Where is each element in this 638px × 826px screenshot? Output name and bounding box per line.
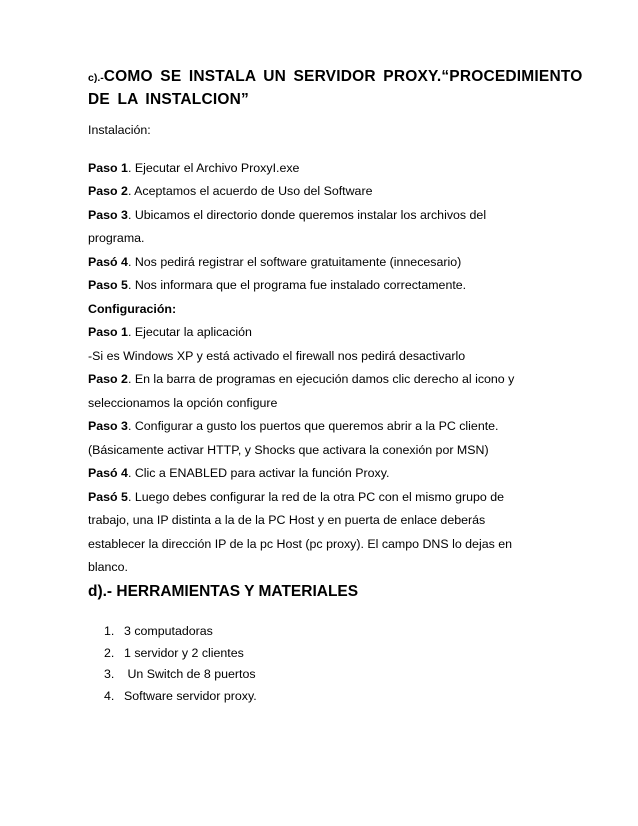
section-c-title-text: COMO SE INSTALA UN SERVIDOR PROXY.“PROCEDIMIENTO — [103, 68, 583, 85]
config-step-5-cont3: blanco. — [88, 560, 128, 574]
list-item-number: 3. — [104, 667, 115, 681]
section-c-title-line1 — [88, 66, 583, 89]
step-text: . Clic a ENABLED para activar la función Proxy. — [127, 466, 390, 480]
install-step-5 — [88, 274, 558, 298]
list-item-text: 1 servidor y 2 clientes — [124, 645, 244, 660]
list-item-text: 3 computadoras — [124, 624, 213, 638]
list-item-text: Software servidor proxy. — [124, 688, 257, 703]
step-label: Paso 3 — [88, 419, 128, 433]
list-item — [104, 686, 257, 708]
section-c-title-line2: DE LA INSTALCION” — [88, 91, 249, 108]
step-label: Paso 2 — [88, 184, 128, 198]
config-step-3-cont: (Básicamente activar HTTP, y Shocks que activara la conexión por MSN) — [88, 442, 489, 457]
step-text: . Configurar a gusto los puertos que queremos abrir a la PC cliente. — [127, 419, 499, 433]
section-d-title: d).- HERRAMIENTAS Y MATERIALES — [88, 583, 359, 600]
step-label: Paso 5 — [88, 278, 128, 292]
config-step-5-cont2: establecer la dirección IP de la pc Host (pc proxy). El campo DNS lo dejas en — [88, 536, 513, 551]
install-step-1 — [88, 157, 558, 181]
document-page — [88, 66, 583, 703]
step-text: . Nos informara que el programa fue instalado correctamente. — [127, 278, 467, 292]
step-text: . Ubicamos el directorio donde queremos instalar los archivos del — [127, 207, 487, 222]
step-label: Paso 3 — [88, 207, 128, 222]
config-step-4 — [88, 462, 558, 486]
config-step-1 — [88, 321, 558, 345]
config-note: -Si es Windows XP y está activado el firewall nos pedirá desactivarlo — [88, 348, 466, 363]
configuration-heading: Configuración: — [88, 301, 177, 316]
install-step-4 — [88, 251, 558, 275]
list-item-number: 4. — [104, 688, 115, 703]
step-text: . Luego debes configurar la red de la otra PC con el mismo grupo de — [127, 489, 505, 504]
step-label: Paso 1 — [88, 325, 128, 339]
list-item — [104, 643, 257, 665]
install-step-3-cont: programa. — [88, 231, 145, 245]
step-text: . Ejecutar el Archivo ProxyI.exe — [127, 160, 300, 175]
installation-heading: Instalación: — [88, 123, 151, 137]
step-text: . Ejecutar la aplicación — [127, 325, 252, 339]
config-step-2 — [88, 368, 558, 392]
section-c-title — [88, 66, 583, 110]
config-step-2-cont: seleccionamos la opción configure — [88, 395, 278, 410]
step-text: . Nos pedirá registrar el software gratuitamente (innecesario) — [127, 254, 462, 269]
list-item — [104, 664, 257, 686]
list-item-number: 2. — [104, 645, 115, 660]
install-step-3 — [88, 204, 558, 228]
step-label: Pasó 4 — [88, 466, 128, 480]
section-c-prefix: c).- — [88, 72, 104, 84]
list-item-number: 1. — [104, 624, 115, 638]
install-step-2 — [88, 180, 558, 204]
step-label: Paso 2 — [88, 372, 128, 386]
config-step-3 — [88, 415, 558, 439]
config-step-5-cont1: trabajo, una IP distinta a la de la PC Host y en puerta de enlace deberás — [88, 513, 486, 527]
step-label: Pasó 5 — [88, 489, 128, 504]
list-item — [104, 621, 257, 643]
step-label: Paso 1 — [88, 160, 128, 175]
config-step-5 — [88, 486, 558, 510]
step-label: Pasó 4 — [88, 254, 128, 269]
step-text: . En la barra de programas en ejecución damos clic derecho al icono y — [127, 372, 515, 386]
list-item-text: Un Switch de 8 puertos — [124, 667, 256, 681]
step-text: . Aceptamos el acuerdo de Uso del Software — [127, 184, 373, 198]
materials-list — [104, 621, 257, 707]
